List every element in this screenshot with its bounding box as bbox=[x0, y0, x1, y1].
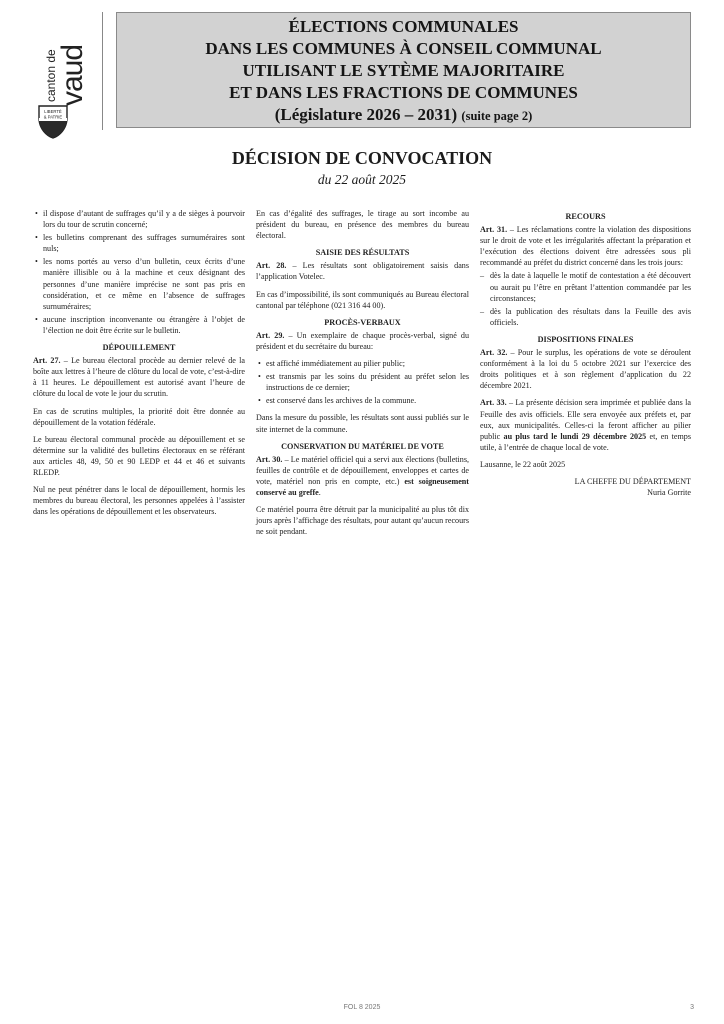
article-text-end: et, en temps utile, à l’entrée de chaque local de vote. bbox=[480, 431, 691, 452]
article-label: Art. 30. bbox=[256, 454, 283, 464]
column-1 bbox=[33, 208, 245, 523]
page-number: 3 bbox=[690, 1004, 694, 1011]
logo-divider bbox=[102, 12, 103, 130]
list-item: – dès la publication des résultats dans la Feuille des avis officiels. bbox=[480, 306, 691, 328]
paragraph: Dans la mesure du possible, les résultats sont aussi publiés sur le site internet de la commune. bbox=[256, 413, 469, 434]
heading-dispositions-finales: DISPOSITIONS FINALES bbox=[537, 334, 634, 344]
list-item: – dès la date à laquelle le motif de contestation a été découvert ou aurait pu l’être en prêtant l’attention commandée par les circonstances; bbox=[480, 270, 691, 303]
article-label: Art. 27. bbox=[33, 356, 61, 366]
banner-legislature-line bbox=[117, 104, 690, 127]
list-item: • est affiché immédiatement au pilier public; bbox=[256, 358, 469, 369]
logo-wordmark bbox=[44, 16, 89, 106]
signature-name: Nuria Gorrite bbox=[647, 488, 691, 498]
header-banner bbox=[116, 12, 691, 128]
heading-proces-verbaux: PROCÈS-VERBAUX bbox=[324, 317, 401, 327]
heading-recours: RECOURS bbox=[565, 212, 606, 221]
article-33 bbox=[480, 397, 691, 452]
article-29 bbox=[256, 330, 469, 352]
article-label: Art. 29. bbox=[256, 330, 285, 340]
article-31 bbox=[480, 224, 691, 268]
article-30 bbox=[256, 454, 469, 498]
paragraph: En cas de scrutins multiples, la priorité doit être donnée au dépouillement de la votation fédérale. bbox=[33, 406, 245, 427]
decision-date: du 22 août 2025 bbox=[317, 172, 407, 187]
logo-canton-text: canton de bbox=[44, 49, 58, 102]
proces-verbal-list bbox=[256, 358, 469, 406]
logo-vaud-text: vaud bbox=[56, 44, 89, 106]
article-32 bbox=[480, 347, 691, 391]
paragraph: Le bureau électoral communal procède au dépouillement et se détermine sur la validité des bulletins électoraux en se référant aux articles 48, 49, 50 et 90 LEDP et 44 et 46 et suivants RLEDP. bbox=[33, 434, 245, 477]
column-3 bbox=[480, 208, 691, 498]
paragraph: En cas d’impossibilité, ils sont communiqués au Bureau électoral cantonal par téléphone (021 316 44 00). bbox=[256, 289, 469, 310]
banner-suite: (suite page 2) bbox=[461, 109, 533, 123]
list-item: • il dispose d’autant de suffrages qu’il y a de sièges à pourvoir lors du tour de scrutin concerné; bbox=[33, 208, 245, 230]
banner-line-3: UTILISANT LE SYTÈME MAJORITAIRE bbox=[242, 61, 565, 80]
article-label: Art. 33. bbox=[480, 398, 507, 408]
article-text-end: . bbox=[318, 487, 321, 497]
canton-vaud-logo bbox=[30, 12, 89, 130]
paragraph: Ce matériel pourra être détruit par la municipalité au plus tôt dix jours après l’affichage des résultats, pour autant qu’aucun recours ne soit pendant. bbox=[256, 505, 469, 537]
vaud-shield-icon bbox=[37, 104, 69, 140]
article-emphasis: est soigneusement conservé au greffe bbox=[256, 476, 469, 497]
article-label: Art. 31. bbox=[480, 225, 508, 235]
article-27 bbox=[33, 355, 245, 399]
recours-list bbox=[480, 270, 691, 327]
article-text: – Les réclamations contre la violation des dispositions sur le droit de vote et les irrégularités affectant la préparation et l’exécution des élections doivent être adressées sous pli recommandé au préfet du district concerné dans les trois jours: bbox=[480, 225, 692, 268]
list-item: • est transmis par les soins du président au préfet selon les instructions de ce dernier; bbox=[256, 371, 469, 393]
svg-text:& PATRIE: & PATRIE bbox=[43, 114, 63, 120]
column-2 bbox=[256, 208, 469, 543]
article-text: – Le bureau électoral procède au dernier relevé de la boîte aux lettres à l’heure de clôture du local de vote, c’est-à-dire à 11 heures. Le dépouillement est autorisé avant l’heure de clôture du local de vote le jour du scrutin. bbox=[33, 356, 245, 399]
place-date: Lausanne, le 22 août 2025 bbox=[480, 459, 566, 469]
article-text: – La présente décision sera imprimée et publiée dans la Feuille des avis officiels. Elle sera envoyée aux préfets et, par eux, aux municipalités. Celles-ci la feront afficher au pilier public bbox=[480, 398, 691, 441]
article-text: – Pour le surplus, les opérations de vote se déroulent conformément à la loi du 5 octobre 2021 sur l’exercice des droits politiques et à son règlement d’application du 22 décembre 2021. bbox=[480, 348, 691, 391]
list-item: • aucune inscription inconvenante ou étrangère à l’objet de l’élection ne doit être écrite sur le bulletin. bbox=[33, 314, 245, 336]
footer-publication: FOL 8 2025 bbox=[343, 1004, 381, 1011]
article-text: – Le matériel officiel qui a servi aux élections (bulletins, feuilles de contrôle et de dépouillement, enveloppes et cartes de vote, matériel non pris en compte, etc.) bbox=[256, 454, 470, 486]
article-label: Art. 28. bbox=[256, 261, 287, 271]
heading-depouillement: DÉPOUILLEMENT bbox=[102, 343, 176, 353]
banner-line-1: ÉLECTIONS COMMUNALES bbox=[288, 17, 519, 36]
banner-line-4: ET DANS LES FRACTIONS DE COMMUNES bbox=[229, 83, 578, 102]
paragraph: En cas d’égalité des suffrages, le tirage au sort incombe au président du bureau, en présence des membres du bureau électoral. bbox=[256, 209, 469, 241]
article-text: – Un exemplaire de chaque procès-verbal, signé du président et du secrétaire du bureau: bbox=[256, 330, 469, 351]
voter-rules-list bbox=[33, 208, 245, 336]
signature-title: LA CHEFFE DU DÉPARTEMENT bbox=[574, 476, 691, 486]
article-label: Art. 32. bbox=[480, 348, 508, 358]
list-item: • les noms portés au verso d’un bulletin, ceux écrits d’une manière illisible ou à la machine et ceux désignant des personnes d’une manière imprécise ne sont pas pris en considération, et ce même en l’absence de suffrages surnuméraires; bbox=[33, 256, 245, 311]
article-text: – Les résultats sont obligatoirement saisis dans l’application Votelec. bbox=[256, 261, 470, 282]
banner-line-2: DANS LES COMMUNES À CONSEIL COMMUNAL bbox=[205, 39, 602, 58]
article-28 bbox=[256, 260, 469, 282]
article-emphasis: au plus tard le lundi 29 décembre 2025 bbox=[503, 431, 647, 441]
svg-text:LIBERTÉ: LIBERTÉ bbox=[44, 109, 62, 114]
banner-legislature: (Législature 2026 – 2031) bbox=[274, 105, 458, 124]
decision-title: DÉCISION DE CONVOCATION bbox=[231, 148, 493, 168]
list-item: • est conservé dans les archives de la commune. bbox=[256, 395, 469, 406]
heading-conservation: CONSERVATION DU MATÉRIEL DE VOTE bbox=[281, 441, 444, 451]
list-item: • les bulletins comprenant des suffrages surnuméraires sont nuls; bbox=[33, 232, 245, 254]
heading-saisie-resultats: SAISIE DES RÉSULTATS bbox=[315, 248, 410, 258]
paragraph: Nul ne peut pénétrer dans le local de dépouillement, hormis les membres du bureau électoral, les personnes appelées à l’assister dans les opérations de dépouillement et les observateurs. bbox=[33, 485, 245, 517]
